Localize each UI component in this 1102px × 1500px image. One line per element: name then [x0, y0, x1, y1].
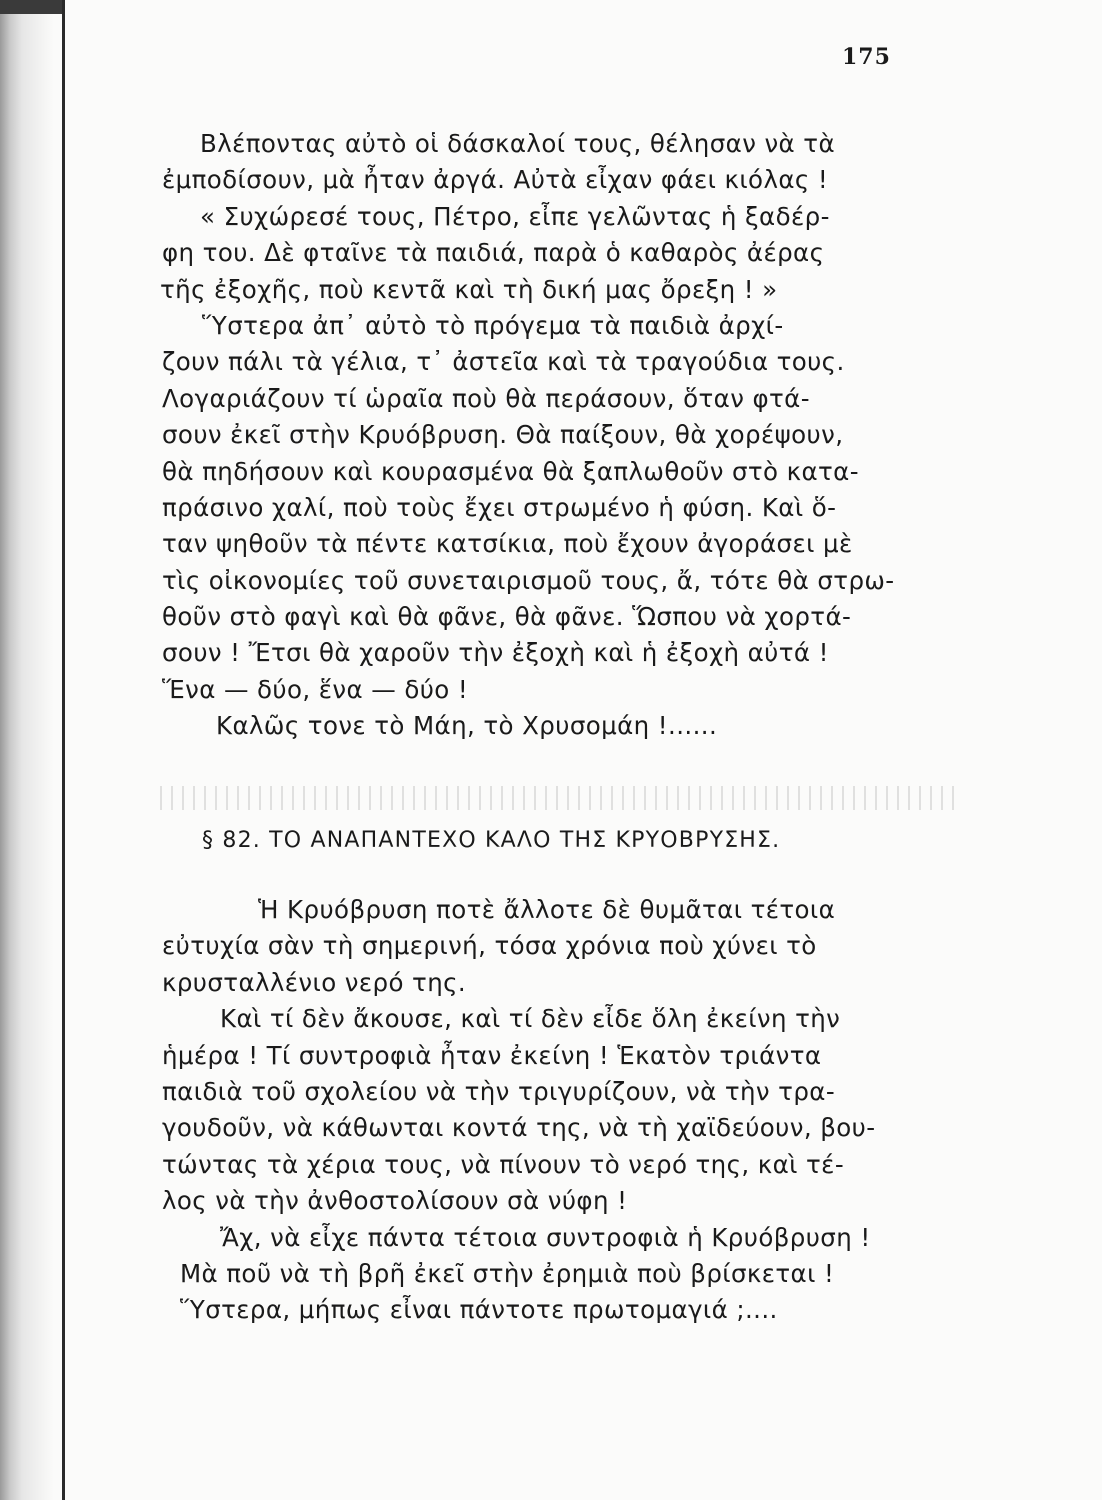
text-line: φη του. Δὲ φταῖνε τὰ παιδιά, παρὰ ὁ καθαρὸς ἀέρας [162, 238, 825, 268]
text-line: ἐμποδίσουν, μὰ ἦταν ἀργά. Αὐτὰ εἶχαν φάει κιόλας ! [162, 165, 829, 195]
text-line: Καλῶς τονε τὸ Μάη, τὸ Χρυσομάη !...... [216, 711, 718, 741]
section-divider [160, 786, 960, 810]
text-line: Ὕστερα, μήπως εἶναι πάντοτε πρωτομαγιά ;.... [180, 1295, 778, 1325]
text-line: γουδοῦν, νὰ κάθωνται κοντά της, νὰ τὴ χαϊδεύουν, βου- [162, 1113, 876, 1143]
text-line: Καὶ τί δὲν ἄκουσε, καὶ τί δὲν εἶδε ὅλη ἐκείνη τὴν [220, 1004, 841, 1034]
page-number: 175 [842, 44, 891, 70]
text-line: Μὰ ποῦ νὰ τὴ βρῆ ἐκεῖ στὴν ἐρημιὰ ποὺ βρίσκεται ! [180, 1258, 835, 1288]
first-section-text [160, 126, 960, 745]
second-section-text [160, 892, 960, 1329]
text-line: εὐτυχία σὰν τὴ σημερινή, τόσα χρόνια ποὺ χύνει τὸ [162, 931, 817, 961]
text-line: Βλέποντας αὐτὸ οἱ δάσκαλοί τους, θέλησαν νὰ τὰ [200, 129, 835, 158]
text-line: πράσινο χαλί, ποὺ τοὺς ἔχει στρωμένο ἡ φύση. Καὶ ὅ- [162, 492, 837, 522]
text-line: λος νὰ τὴν ἀνθοστολίσουν σὰ νύφη ! [162, 1186, 628, 1216]
text-line: τὶς οἰκονομίες τοῦ συνεταιρισμοῦ τους, ἄ, τότε θὰ στρω- [162, 565, 895, 595]
section-heading: § 82. ΤΟ ΑΝΑΠΑΝΤΕΧΟ ΚΑΛΟ ΤΗΣ ΚΡΥΟΒΡΥΣΗΣ. [202, 828, 781, 853]
text-line: ἡμέρα ! Τί συντροφιὰ ἦταν ἐκείνη ! Ἑκατὸν τριάντα [162, 1040, 822, 1070]
binding-shadow [0, 0, 54, 1500]
text-line: σουν ἐκεῖ στὴν Κρυόβρυση. Θὰ παίξουν, θὰ χορέψουν, [162, 420, 844, 450]
text-line: Ἡ Κρυόβρυση ποτὲ ἄλλοτε δὲ θυμᾶται τέτοια [258, 895, 836, 924]
text-line: σουν ! Ἔτσι θὰ χαροῦν τὴν ἐξοχὴ καὶ ἡ ἐξοχὴ αὐτά ! [162, 638, 829, 668]
text-line: θοῦν στὸ φαγὶ καὶ θὰ φᾶνε, θὰ φᾶνε. Ὥσπου νὰ χορτά- [162, 602, 852, 632]
text-line: Λογαριάζουν τί ὡραῖα ποὺ θὰ περάσουν, ὅταν φτά- [162, 383, 810, 413]
binding-edge-line [62, 0, 65, 1500]
binding-corner [0, 0, 64, 14]
text-line: Ἄχ, νὰ εἶχε πάντα τέτοια συντροφιὰ ἡ Κρυόβρυση ! [220, 1222, 871, 1252]
text-line: κρυσταλλένιο νερό της. [162, 967, 467, 997]
text-line: ταν ψηθοῦν τὰ πέντε κατσίκια, ποὺ ἔχουν ἀγοράσει μὲ [162, 529, 853, 559]
text-line: Ἕνα — δύο, ἕνα — δύο ! [162, 674, 469, 704]
text-line: τώντας τὰ χέρια τους, νὰ πίνουν τὸ νερό της, καὶ τέ- [162, 1149, 845, 1179]
text-line: « Συχώρεσέ τους, Πέτρο, εἶπε γελῶντας ἡ ξαδέρ- [200, 201, 830, 231]
text-line: ζουν πάλι τὰ γέλια, τ᾿ ἀστεῖα καὶ τὰ τραγούδια τους. [162, 347, 845, 377]
text-line: Ὕστερα ἀπ᾿ αὐτὸ τὸ πρόγεμα τὰ παιδιὰ ἀρχί- [202, 310, 784, 340]
text-line: τῆς ἐξοχῆς, ποὺ κεντᾶ καὶ τὴ δική μας ὄρεξη ! » [160, 274, 778, 304]
text-line: θὰ πηδήσουν καὶ κουρασμένα θὰ ξαπλωθοῦν στὸ κατα- [162, 456, 859, 486]
text-line: παιδιὰ τοῦ σχολείου νὰ τὴν τριγυρίζουν, νὰ τὴν τρα- [162, 1076, 836, 1106]
